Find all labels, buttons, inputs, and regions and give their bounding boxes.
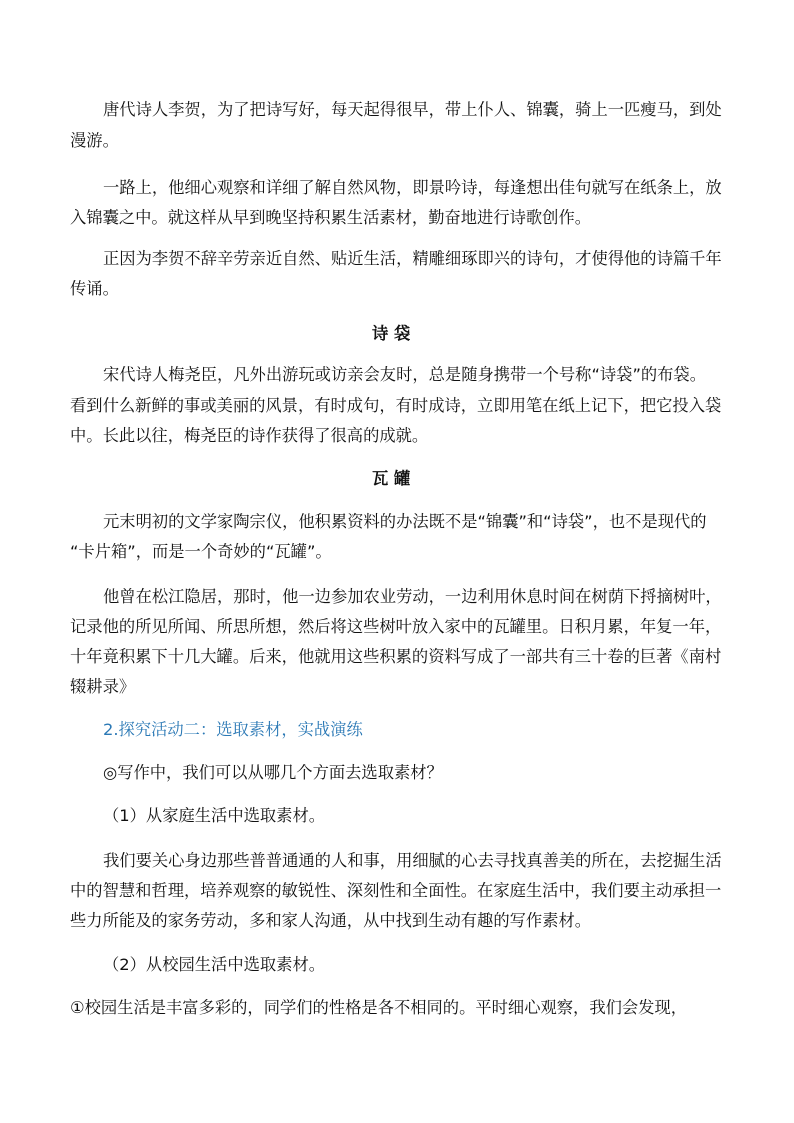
paragraph-line: 记录他的所见所闻、所思所想，然后将这些树叶放入家中的瓦罐里。日积月累，年复一年，	[70, 617, 722, 636]
paragraph-line: 看到什么新鲜的事或美丽的风景，有时成句，有时成诗，立即用笔在纸上记下，把它投入袋	[70, 396, 722, 415]
heading-waguan: 瓦 罐	[372, 469, 411, 488]
paragraph-line: 元末明初的文学家陶宗仪，他积累资料的办法既不是“锦囊”和“诗袋”，也不是现代的	[103, 512, 707, 531]
paragraph-line: 入锦囊之中。就这样从早到晚坚持积累生活素材，勤奋地进行诗歌创作。	[70, 208, 592, 227]
paragraph-line: 正因为李贺不辞辛劳亲近自然、贴近生活，精雕细琢即兴的诗句，才使得他的诗篇千年	[103, 249, 722, 268]
paragraph-line: 辍耕录》	[70, 677, 136, 696]
paragraph-line: 中的智慧和哲理，培养观察的敏锐性、深刻性和全面性。在家庭生活中，我们要主动承担一	[70, 881, 722, 900]
paragraph-line: 些力所能及的家务劳动，多和家人沟通，从中找到生动有趣的写作素材。	[70, 911, 592, 930]
paragraph-line: 他曾在松江隐居，那时，他一边参加农业劳动，一边利用休息时间在树荫下捋摘树叶，	[103, 587, 722, 606]
paragraph-line: ◎写作中，我们可以从哪几个方面去选取素材？	[103, 763, 443, 782]
paragraph-line: ①校园生活是丰富多彩的，同学们的性格是各不相同的。平时细心观察，我们会发现，	[70, 998, 688, 1017]
paragraph-line: 中。长此以往，梅尧臣的诗作获得了很高的成就。	[70, 426, 429, 445]
subheading-school-life: （2）从校园生活中选取素材。	[103, 955, 326, 974]
paragraph-line: 一路上，他细心观察和详细了解自然风物，即景吟诗，每逢想出佳句就写在纸条上，放	[103, 178, 722, 197]
paragraph-line: 唐代诗人李贺，为了把诗写好，每天起得很早，带上仆人、锦囊，骑上一匹瘦马，到处	[103, 100, 722, 119]
subheading-family-life: （1）从家庭生活中选取素材。	[103, 806, 326, 825]
paragraph-line: 传诵。	[70, 279, 119, 298]
paragraph-line: 宋代诗人梅尧臣，凡外出游玩或访亲会友时，总是随身携带一个号称“诗袋”的布袋。	[103, 365, 706, 384]
paragraph-line: 漫游。	[70, 131, 119, 150]
paragraph-line: “卡片箱”，而是一个奇妙的“瓦罐”。	[70, 542, 332, 561]
paragraph-line: 十年竟积累下十几大罐。后来，他就用这些积累的资料写成了一部共有三十卷的巨著《南村	[70, 647, 722, 666]
heading-shidai: 诗 袋	[372, 324, 411, 343]
paragraph-line: 我们要关心身边那些普普通通的人和事，用细腻的心去寻找真善美的所在，去挖掘生活	[103, 851, 722, 870]
section-heading-activity-2: 2.探究活动二：选取素材，实战演练	[103, 720, 363, 739]
